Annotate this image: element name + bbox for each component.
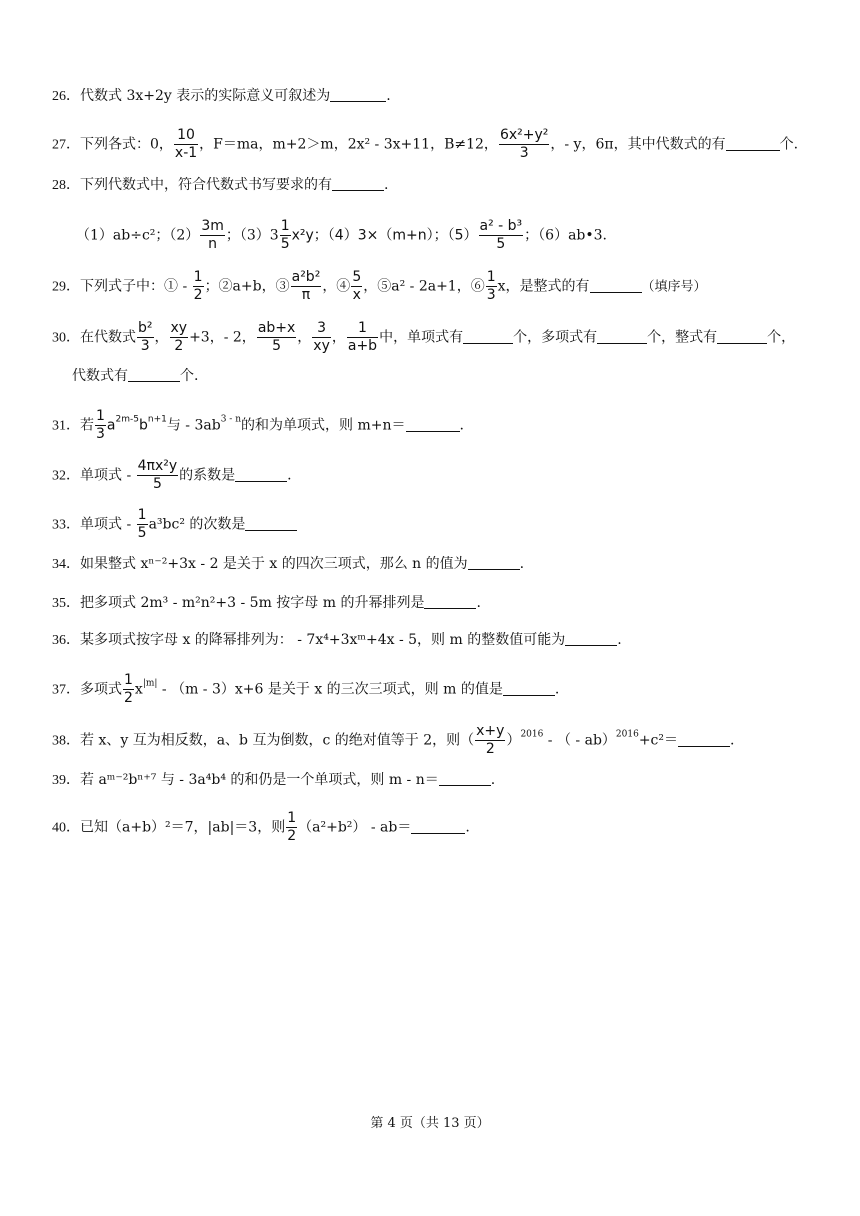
denominator: 5	[137, 525, 147, 541]
question-text: 单项式 -	[80, 516, 136, 533]
fraction	[479, 218, 524, 253]
numerator: 1	[486, 269, 496, 285]
question-number: 37．	[52, 682, 80, 698]
question-text: ，⑤a² - 2a+1，⑥	[363, 278, 485, 295]
numerator: 1	[124, 672, 133, 688]
fraction	[291, 269, 322, 304]
numerator: x+y	[476, 723, 505, 739]
answer-blank	[468, 555, 520, 570]
question-text: 下列各式：0，	[80, 136, 173, 153]
question-26: 26．代数式 3x+2y 表示的实际意义可叙述为 .	[52, 88, 391, 104]
question-text: ，④	[322, 278, 351, 295]
numerator: 1	[287, 810, 297, 826]
question-text: 的系数是	[179, 467, 236, 484]
option-text: ；（6）ab•3.	[524, 227, 607, 244]
answer-blank	[406, 417, 460, 432]
question-text: 代数式 3x+2y 表示的实际意义可叙述为	[80, 88, 331, 104]
answer-blank	[424, 594, 476, 609]
fraction	[200, 218, 225, 253]
exponent: |m|	[142, 678, 158, 689]
question-text: 中，单项式有	[379, 329, 464, 346]
denominator: 3	[140, 338, 150, 354]
question-text: +3，- 2，	[189, 329, 256, 346]
denominator: a+b	[347, 338, 378, 354]
question-text: 个.	[779, 136, 799, 153]
question-28: 28．下列代数式中，符合代数式书写要求的有 .	[52, 177, 389, 193]
question-number: 28．	[52, 178, 80, 193]
fraction	[95, 408, 106, 443]
question-text: .	[287, 467, 292, 484]
denominator: 2	[485, 741, 495, 757]
question-35	[52, 593, 481, 614]
question-number: 26．	[52, 89, 80, 104]
answer-blank	[463, 329, 513, 344]
question-text: x，是整式的有	[497, 278, 590, 295]
question-text: 个.	[180, 368, 199, 384]
answer-blank	[590, 278, 642, 293]
question-39	[52, 770, 495, 791]
denominator: 2	[193, 287, 203, 303]
question-number: 32．	[52, 468, 80, 484]
answer-blank	[717, 329, 767, 344]
fraction	[257, 320, 296, 355]
fraction	[475, 723, 505, 758]
numerator: a²b²	[291, 269, 321, 285]
answer-blank	[503, 681, 555, 696]
fraction	[123, 672, 134, 707]
question-text: .	[730, 732, 735, 749]
question-text: 若 x、y 互为相反数，a、b 互为倒数，c 的绝对值等于 2，则（	[80, 732, 475, 749]
numerator: 10	[174, 127, 198, 145]
numerator: 1	[137, 507, 147, 523]
option-text: ；（3）3	[225, 227, 279, 244]
answer-blank	[439, 771, 491, 786]
question-number: 30．	[52, 330, 80, 346]
question-number: 39．	[52, 773, 80, 788]
answer-blank	[678, 732, 730, 747]
question-text: ；②a+b，③	[204, 278, 290, 295]
question-text: 把多项式 2m³ - m²n²+3 - 5m 按字母 m 的升幂排列是	[80, 595, 425, 611]
fraction	[286, 810, 297, 845]
fraction	[499, 127, 549, 162]
fraction	[347, 320, 378, 355]
question-31	[52, 408, 464, 443]
question-33	[52, 507, 297, 542]
question-number: 27．	[52, 137, 80, 153]
question-text: ，- y，6π，其中代数式的有	[550, 136, 726, 153]
question-text: ，	[154, 329, 169, 346]
question-text: 代数式有	[72, 368, 128, 384]
answer-blank	[332, 176, 384, 191]
question-28-options	[76, 218, 607, 253]
denominator: 3	[519, 145, 529, 161]
question-text: .	[554, 681, 560, 698]
question-text: .	[459, 417, 464, 434]
question-text: - （ - ab）	[543, 732, 616, 749]
question-text: 在代数式	[80, 329, 136, 346]
question-text: ，	[331, 329, 346, 346]
numerator: ab+x	[257, 320, 296, 336]
numerator: a² - b³	[479, 218, 523, 234]
numerator: xy	[170, 320, 188, 336]
question-text: 个，	[767, 329, 796, 346]
question-36	[52, 630, 622, 651]
question-text: b	[138, 417, 148, 434]
question-text: .	[519, 556, 525, 572]
answer-blank	[330, 87, 386, 102]
fraction	[280, 218, 291, 253]
question-text: - （m - 3）x+6 是关于 x 的三次三项式，则 m 的值是	[157, 681, 503, 698]
exponent: 3 - n	[220, 414, 242, 425]
question-text: 下列式子中：① -	[80, 278, 192, 295]
exponent: 2m-5	[115, 414, 139, 425]
denominator: 3	[486, 287, 496, 303]
question-number: 36．	[52, 633, 80, 648]
denominator: 5	[272, 338, 282, 354]
denominator: 2	[174, 338, 184, 354]
denominator: n	[208, 236, 218, 252]
question-number: 35．	[52, 596, 80, 611]
fraction	[193, 269, 204, 304]
numerator: 1	[193, 269, 203, 285]
denominator: 2	[124, 690, 133, 706]
question-30	[52, 320, 795, 355]
question-text: 个，整式有	[647, 329, 718, 346]
denominator: 5	[496, 236, 506, 252]
denominator: x	[352, 287, 361, 303]
answer-blank	[245, 516, 297, 531]
answer-blank	[235, 467, 287, 482]
question-text: 的和为单项式，则 m+n＝	[241, 417, 406, 434]
exponent: 2016	[615, 729, 639, 740]
question-text: .	[490, 772, 496, 788]
numerator: b²	[138, 320, 153, 336]
question-text: 已知（a+b）²＝7，|ab|＝3，则	[80, 819, 286, 836]
question-text: 若 aᵐ⁻²bⁿ⁺⁷ 与 - 3a⁴b⁴ 的和仍是一个单项式，则 m - n＝	[80, 772, 439, 788]
question-text: a³bc² 的次数是	[148, 516, 246, 533]
answer-blank	[128, 367, 180, 382]
question-number: 40．	[52, 820, 80, 836]
fraction	[312, 320, 331, 355]
question-number: 34．	[52, 557, 80, 572]
denominator: x-1	[174, 145, 198, 161]
question-text: 多项式	[80, 681, 122, 698]
question-text: .	[617, 632, 622, 648]
question-text: ，F＝ma，m+2＞m，2x² - 3x+11，B≠12，	[199, 136, 498, 153]
question-text: .	[476, 595, 481, 611]
fraction	[170, 320, 189, 355]
numerator: 4πx²y	[137, 458, 178, 474]
question-text: 某多项式按字母 x 的降幂排列为： - 7x⁴+3xᵐ+4x - 5，则 m 的整数值可能为	[80, 632, 566, 648]
numerator: 3	[312, 320, 331, 338]
question-37	[52, 672, 559, 707]
option-text: （1）ab÷c²；（2）	[76, 227, 200, 244]
numerator: 3m	[201, 218, 224, 234]
question-text: （a²+b²） - ab＝	[298, 819, 412, 836]
exponent: 2016	[520, 729, 544, 740]
question-number: 38．	[52, 733, 80, 749]
denominator: 2	[287, 828, 297, 844]
fraction	[351, 269, 362, 304]
answer-blank	[597, 329, 647, 344]
question-29	[52, 269, 707, 304]
fraction	[137, 320, 154, 355]
exponent: n+1	[147, 414, 167, 425]
fraction	[137, 507, 148, 542]
page-footer: 第 4 页（共 13 页）	[370, 1116, 490, 1131]
numerator: 1	[347, 320, 378, 338]
question-number: 31．	[52, 418, 80, 434]
option-text: x²y；（4）3×（m+n）；（5）	[291, 227, 478, 244]
question-text: a	[106, 417, 116, 434]
denominator: xy	[313, 338, 330, 354]
answer-blank	[726, 136, 780, 151]
question-text: ）	[506, 732, 521, 749]
fraction	[137, 458, 179, 493]
question-text: 单项式 -	[80, 467, 136, 484]
denominator: π	[301, 287, 311, 303]
answer-blank	[565, 631, 617, 646]
fraction	[486, 269, 497, 304]
question-30-continued	[72, 366, 198, 386]
question-32	[52, 458, 292, 493]
answer-blank	[411, 819, 465, 834]
question-text: （填序号）	[641, 279, 707, 295]
question-number: 29．	[52, 279, 80, 295]
fraction	[174, 127, 198, 162]
denominator: 5	[152, 476, 162, 492]
question-number: 33．	[52, 517, 80, 533]
question-27	[52, 127, 798, 162]
numerator: 1	[96, 408, 105, 424]
question-text: ，	[297, 329, 312, 346]
question-38	[52, 723, 734, 758]
question-text: 与 - 3ab	[166, 417, 221, 434]
numerator: 6x²+y²	[499, 127, 549, 143]
numerator: 1	[280, 218, 290, 234]
question-text: +c²＝	[638, 732, 679, 749]
denominator: 3	[96, 426, 105, 442]
question-40	[52, 810, 470, 845]
denominator: 5	[280, 236, 290, 252]
question-34	[52, 554, 524, 575]
question-text: 如果整式 xⁿ⁻²+3x - 2 是关于 x 的四次三项式，那么 n 的值为	[80, 556, 468, 572]
question-text: 个，多项式有	[513, 329, 598, 346]
numerator: 5	[352, 269, 362, 285]
question-text: .	[465, 819, 470, 836]
question-text: x	[134, 681, 143, 698]
question-text: 若	[80, 417, 94, 434]
question-text: 下列代数式中，符合代数式书写要求的有	[80, 177, 332, 193]
